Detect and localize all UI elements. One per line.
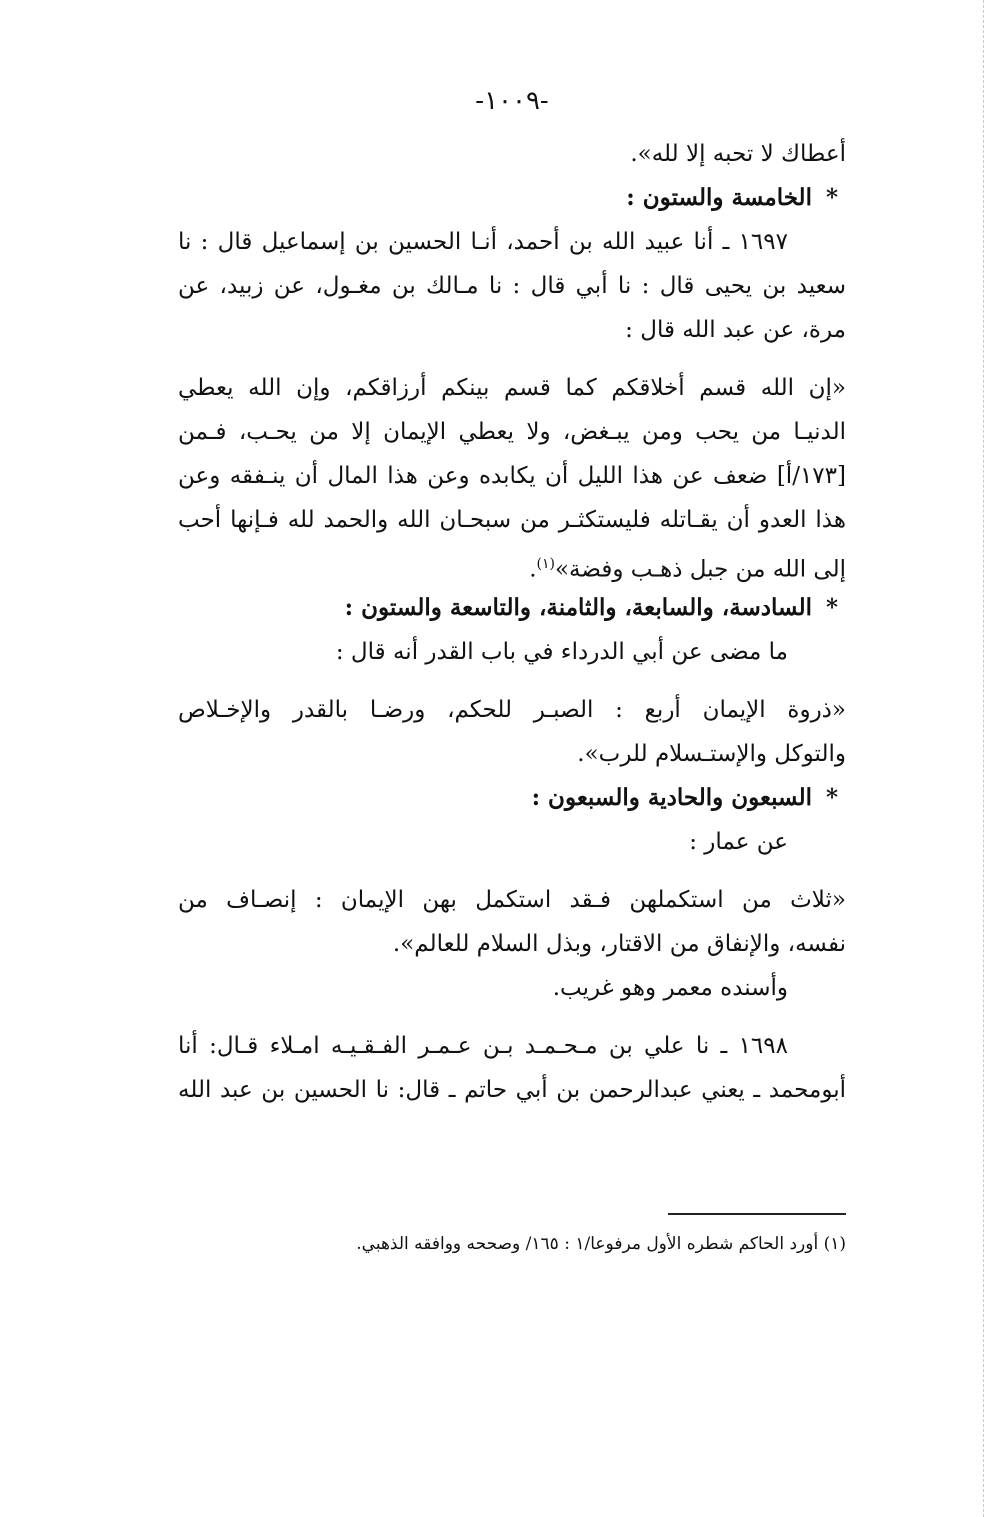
text-line <box>178 820 846 864</box>
heading-marker: * <box>825 594 838 621</box>
text-line <box>178 688 846 732</box>
line-text: «ذروة الإيمان أربع : الصبـر للحكم، ورضـا بالقدر والإخـلاص <box>178 697 846 723</box>
paragraph-gap <box>178 864 846 878</box>
text-line <box>178 454 846 498</box>
text-line <box>178 542 846 586</box>
line-text: «ثلاث من استكملهن فـقد استكمل بهن الإيمان : إنصـاف من <box>178 887 846 913</box>
line-text: هذا العدو أن يقـاتله فليستكثـر من سبحـان الله والحمد لله فـإنها أحب <box>178 507 846 533</box>
line-text: مرة، عن عبد الله قال : <box>625 317 846 343</box>
text-line <box>178 366 846 410</box>
line-text: الدنيـا من يحب ومن يبـغض، ولا يعطي الإيمان إلا من يحـب، فـمن <box>178 419 846 445</box>
text-line <box>178 410 846 454</box>
scan-edge-line <box>983 0 984 1517</box>
line-text: أعطاك لا تحبه إلا لله». <box>630 141 846 167</box>
text-line <box>178 1024 846 1068</box>
footnote-separator <box>668 1213 846 1215</box>
line-text: عن عمار : <box>689 829 788 855</box>
text-line <box>178 498 846 542</box>
heading-text: السادسة، والسابعة، والثامنة، والتاسعة والستون : <box>344 594 812 621</box>
text-line <box>178 264 846 308</box>
paragraph-gap <box>178 1010 846 1024</box>
line-text: وأسنده معمر وهو غريب. <box>552 975 788 1001</box>
line-text: ١٦٩٧ ـ أنا عبيد الله بن أحمد، أنـا الحسين بن إسماعيل قال : نا <box>178 229 788 255</box>
document-page <box>178 80 846 1112</box>
page-number: -١٠٠٩- <box>475 86 549 116</box>
footnote: (١) أورد الحاكم شطره الأول مرفوعا/١ : ١٦٥/ وصححه ووافقه الذهبي. <box>356 1234 846 1254</box>
line-end-punctuation: . <box>529 556 537 583</box>
paragraph-gap <box>178 674 846 688</box>
text-line <box>178 220 846 264</box>
line-text: إلى الله من جبل ذهـب وفضة» <box>554 556 846 583</box>
section-heading <box>178 776 846 820</box>
heading-text: السبعون والحادية والسبعون : <box>531 784 812 811</box>
line-text: «إن الله قسم أخلاقكم كما قسم بينكم أرزاقكم، وإن الله يعطي <box>178 375 846 401</box>
heading-marker: * <box>825 784 838 811</box>
line-text: أبومحمد ـ يعني عبدالرحمن بن أبي حاتم ـ قال: نا الحسين بن عبد الله <box>178 1077 846 1103</box>
section-heading <box>178 586 846 630</box>
text-line <box>178 308 846 352</box>
line-text: ما مضى عن أبي الدرداء في باب القدر أنه قال : <box>335 639 788 665</box>
line-text: نفسه، والإنفاق من الاقتار، وبذل السلام للعالم». <box>392 931 846 957</box>
footnote-reference: (١) <box>536 556 555 572</box>
heading-marker: * <box>825 184 838 211</box>
text-line <box>178 630 846 674</box>
heading-text: الخامسة والستون : <box>626 184 812 211</box>
text-line <box>178 966 846 1010</box>
text-line <box>178 922 846 966</box>
text-line <box>178 1068 846 1112</box>
section-heading <box>178 176 846 220</box>
body-text <box>178 132 846 1112</box>
text-line <box>178 878 846 922</box>
line-text: ١٦٩٨ ـ نا علي بن مـحـمـد بـن عـمـر الفـقـيـه امـلاء قـال: أنا <box>178 1033 788 1059</box>
text-line <box>178 132 846 176</box>
line-text: [١٧٣/أ] ضعف عن هذا الليل أن يكابده وعن هذا المال أن ينـفقه وعن <box>178 463 846 489</box>
paragraph-gap <box>178 352 846 366</box>
text-line <box>178 732 846 776</box>
line-text: والتوكل والإستـسلام للرب». <box>577 741 846 767</box>
line-text: سعيد بن يحيى قال : نا أبي قال : نا مـالك بن مغـول، عن زبيد، عن <box>178 273 846 299</box>
